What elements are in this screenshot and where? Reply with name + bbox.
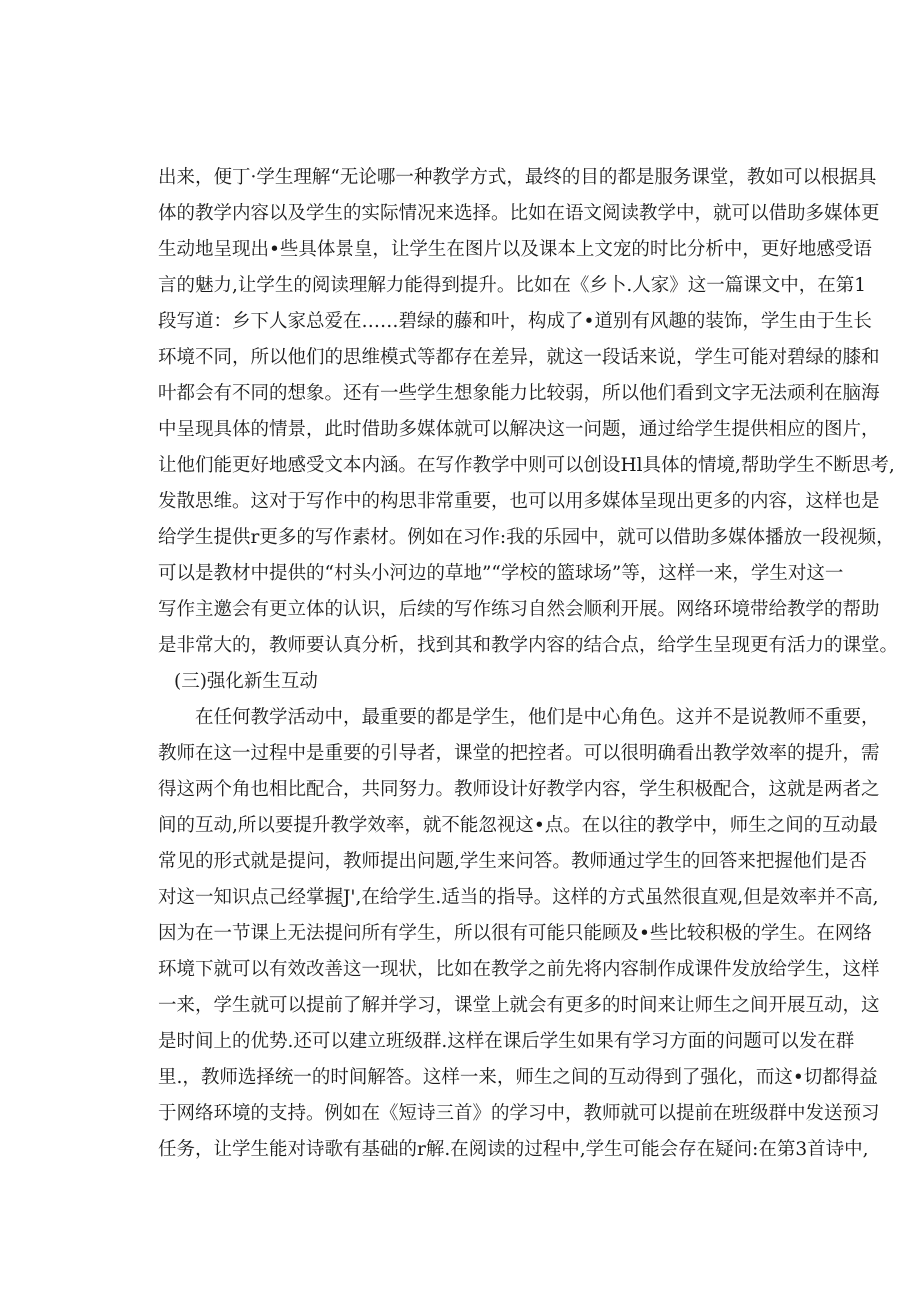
- text-line: 对这一知识点己经掌握J',在给学生.适当的指导。这样的方式虽然很直观,但是效率并不高,: [158, 887, 879, 908]
- text-line: 发散思维。这对于写作中的构思非常重要，也可以用多媒体呈现出更多的内容，这样也是: [158, 491, 880, 512]
- text-line: 写作主邀会有更立体的认识，后续的写作练习自然会顺利开展。网络环境带给教学的帮助: [158, 599, 880, 620]
- text-line: 一来，学生就可以提前了解并学习，课堂上就会有更多的时间来让师生之间开展互动，这: [158, 995, 880, 1016]
- text-line: 生动地呈现出•些具体景皇，让学生在图片以及课本上文宠的时比分析中，更好地感受语: [158, 239, 872, 260]
- text-line: 给学生提供r更多的写作素材。例如在习作:我的乐园中，就可以借助多媒体播放一段视频，: [158, 527, 895, 548]
- text-line: 常见的形式就是提问，教师提出问题,学生来问答。教师通过学生的回答来把握他们是否: [158, 851, 867, 872]
- text-line: 环境下就可以有效改善这一现状，比如在教学之前先将内容制作成课件发放给学生，这样: [158, 959, 880, 980]
- section-heading: (三)强化新生互动: [174, 671, 318, 692]
- text-line: 教师在这一过程中是重要的引导者，课堂的把控者。可以很明确看出教学效率的提升，需: [158, 743, 880, 764]
- text-line: 让他们能更好地感受文本内涵。在写作教学中则可以创设Hl具体的情境,帮助学生不断思考,: [158, 455, 895, 476]
- text-line: 间的互动,所以要提升教学效率，就不能忽视这•点。在以往的教学中，师生之间的互动最: [158, 815, 878, 836]
- text-line: 于网络环境的支持。例如在《短诗三首》的学习中，教师就可以提前在班级群中发送预习: [158, 1103, 880, 1124]
- text-line: 因为在一节课上无法提问所有学生，所以很有可能只能顾及•些比较积极的学生。在网络: [158, 923, 872, 944]
- text-line: 可以是教材中提供的“村头小河边的草地”“学校的篮球场”等，这样一来，学生对这一: [158, 563, 844, 584]
- paragraph-multimedia: [158, 160, 899, 664]
- text-line: 是时间上的优势.还可以建立班级群.这样在课后学生如果有学习方面的问题可以发在群: [158, 1031, 855, 1052]
- paragraph-interaction: [158, 700, 880, 1168]
- text-line: 体的教学内容以及学生的实际情况来选择。比如在语文阅读教学中，就可以借助多媒体更: [158, 203, 880, 224]
- text-line: 是非常大的，教师要认真分析，找到其和教学内容的结合点，给学生呈现更有活力的课堂。: [158, 635, 899, 656]
- text-line: 任务，让学生能对诗歌有基础的r解.在阅读的过程中,学生可能会存在疑问:在第3首诗中,: [158, 1139, 869, 1160]
- text-line: 出来，便丁·学生理解“无论哪一种教学方式，最终的目的都是服务课堂，教如可以根据具: [158, 167, 877, 188]
- text-line: 中呈现具体的情景，此时借助多媒体就可以解决这一问题，通过给学生提供相应的图片，: [158, 419, 880, 440]
- text-line: 言的魅力,让学生的阅读理解力能得到提升。比如在《乡卜.人家》这一篇课文中，在第1: [158, 275, 867, 296]
- text-line: 在任何教学活动中，最重要的都是学生，他们是中心角色。这并不是说教师不重要，: [195, 707, 880, 728]
- text-line: 段写道：乡下人家总爱在……碧绿的藤和叶，构成了•道别有风趣的装饰，学生由于生长: [158, 311, 872, 332]
- text-line: 叶都会有不同的想象。还有一些学生想象能力比较弱，所以他们看到文字无法顽利在脑海: [158, 383, 880, 404]
- text-line: 得这两个角也相比配合，共同努力。教师设计好教学内容，学生积极配合，这就是两者之: [158, 779, 880, 800]
- text-line: 环境不同，所以他们的思维模式等都存在差异，就这一段话来说，学生可能对碧绿的膝和: [158, 347, 880, 368]
- text-line: 里.，教师选择统一的时间解答。这样一来，师生之间的互动得到了强化，而这•切都得益: [158, 1067, 878, 1088]
- document-body: [158, 160, 899, 1168]
